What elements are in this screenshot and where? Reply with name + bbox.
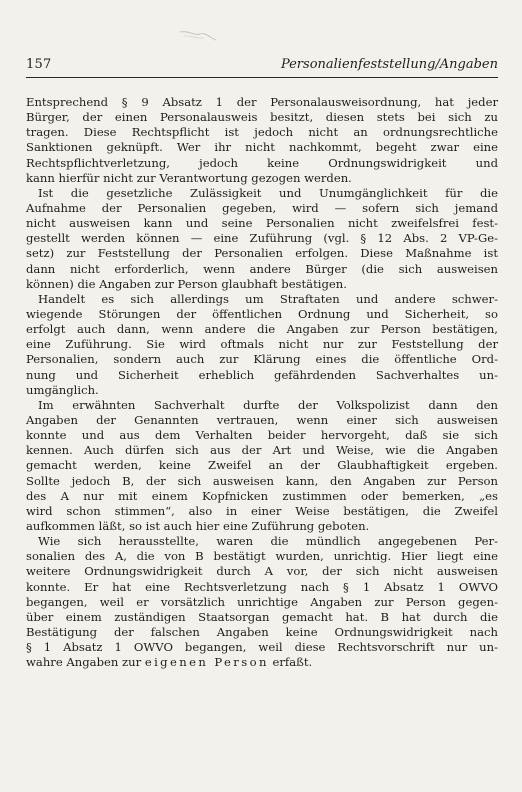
text-line: sonalien des A, die von B bestätigt wurden, unrichtig. Hier liegt eine: [26, 549, 498, 564]
paragraph: [26, 534, 498, 670]
text-line: Bürger, der einen Personalausweis besitzt, diesen stets bei sich zu: [26, 110, 498, 125]
text-line: Entsprechend § 9 Absatz 1 der Personalausweisordnung, hat jeder: [26, 95, 498, 109]
text-line: Handelt es sich allerdings um Straftaten und andere schwer-: [38, 291, 498, 306]
text-line: aufkommen läßt, so ist auch hier eine Zuführung geboten.: [26, 518, 370, 533]
text-line: Wie sich herausstellte, waren die mündlich angegebenen Per-: [38, 534, 498, 549]
text-fragment: erfaßt.: [268, 655, 313, 670]
text-line: dann nicht erforderlich, wenn andere Bürger (die sich ausweisen: [26, 261, 498, 276]
text-line: Angaben der Genannten vertrauen, wenn einer sich ausweisen: [26, 412, 498, 427]
text-line: § 1 Absatz 1 OWVO begangen, weil diese Rechtsvorschrift nur un-: [26, 640, 498, 655]
paragraph: [26, 292, 498, 398]
text-line: wiegende Störungen der öffentlichen Ordnung und Sicherheit, so: [26, 306, 498, 321]
running-head: Personalienfeststellung/Angaben: [280, 57, 498, 72]
text-line: Sanktionen geknüpft. Wer ihr nicht nachkommt, begeht zwar eine: [26, 140, 498, 155]
text-line: tragen. Diese Rechtspflicht ist jedoch nicht an ordnungsrechtliche: [26, 125, 498, 140]
print-smudge: [178, 28, 218, 44]
text-line: gemacht werden, keine Zweifel an der Glaubhaftigkeit ergeben.: [26, 458, 498, 473]
text-line: kennen. Auch dürfen sich aus der Art und Weise, wie die Angaben: [26, 443, 498, 458]
text-line: begangen, weil er vorsätzlich unrichtige Angaben zur Person gegen-: [26, 594, 498, 609]
text-line: Personalien, sondern auch zur Klärung eines die öffentliche Ord-: [26, 352, 498, 367]
text-line: setz) zur Feststellung der Personalien erfolgen. Diese Maßnahme ist: [26, 246, 498, 261]
text-line: über einem zuständigen Staatsorgan gemacht hat. B hat durch die: [26, 609, 498, 624]
text-line: erfolgt auch dann, wenn andere die Angaben zur Person bestätigen,: [26, 322, 498, 337]
text-line: Sollte jedoch B, der sich ausweisen kann, den Angaben zur Person: [26, 473, 498, 488]
text-line: kann hierfür nicht zur Verantwortung gezogen werden.: [26, 170, 352, 185]
paragraph: [26, 398, 498, 534]
text-line: des A nur mit einem Kopfnicken zustimmen oder bemerken, „es: [26, 488, 498, 503]
text-line: wird schon stimmen“, also in einer Weise bestätigen, die Zweifel: [26, 503, 498, 518]
text-line: eine Zuführung. Sie wird oftmals nicht nur zur Feststellung der: [26, 337, 498, 352]
text-line: konnte. Er hat eine Rechtsverletzung nach § 1 Absatz 1 OWVO: [26, 579, 498, 594]
body-text: [26, 95, 498, 670]
paragraph: [26, 186, 498, 292]
text-line: umgänglich.: [26, 382, 99, 397]
text-line: [26, 655, 498, 670]
text-line: nicht ausweisen kann und seine Personalien nicht zweifelsfrei fest-: [26, 216, 498, 231]
paragraph: [26, 95, 498, 186]
text-line: Aufnahme der Personalien gegeben, wird — sofern sich jemand: [26, 200, 498, 215]
text-line: Im erwähnten Sachverhalt durfte der Volkspolizist dann den: [38, 397, 498, 412]
page-number: 157: [26, 57, 52, 72]
text-fragment: wahre Angaben zur: [26, 655, 145, 670]
text-line: Rechtspflichtverletzung, jedoch keine Ordnungswidrigkeit und: [26, 155, 498, 170]
text-line: Ist die gesetzliche Zulässigkeit und Unumgänglichkeit für die: [38, 185, 498, 200]
text-line: nung und Sicherheit erheblich gefährdenden Sachverhaltes un-: [26, 367, 498, 382]
text-line: konnte und aus dem Verhalten beider hervorgeht, daß sie sich: [26, 428, 498, 443]
page-header: [26, 57, 498, 78]
text-line: können) die Angaben zur Person glaubhaft bestätigen.: [26, 276, 347, 291]
emphasized-text: eigenen Person: [144, 655, 269, 670]
text-line: weitere Ordnungswidrigkeit durch A vor, der sich nicht ausweisen: [26, 564, 498, 579]
text-line: Bestätigung der falschen Angaben keine Ordnungswidrigkeit nach: [26, 624, 498, 639]
text-line: gestellt werden können — eine Zuführung (vgl. § 12 Abs. 2 VP-Ge-: [26, 231, 498, 246]
